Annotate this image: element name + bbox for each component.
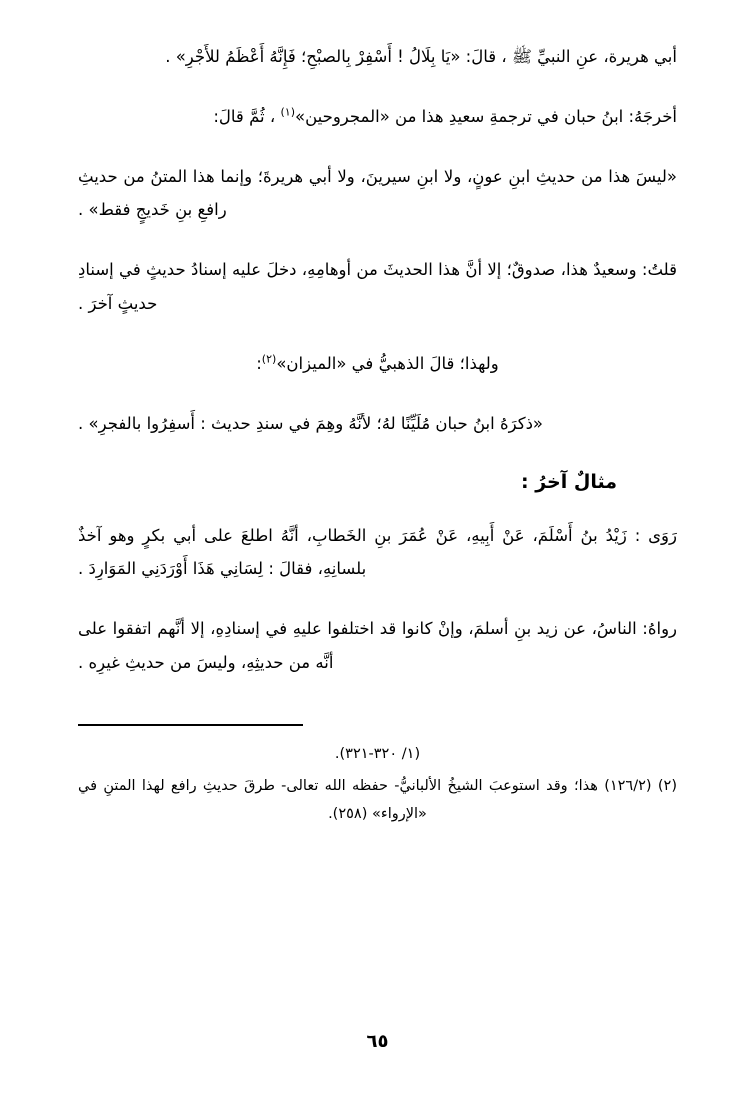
- paragraph-dhahabi-tail: :: [256, 353, 262, 373]
- paragraph-takhrij-text: أخرجَهُ: ابنُ حبان في ترجمةِ سعيدِ هذا من «المجروحين»‏: [294, 106, 677, 126]
- document-body: [78, 40, 677, 706]
- paragraph-hadith-bilal: أبي هريرة، عنِ النبيِّ ﷺ ، قالَ: «يَا بِلَالُ ! أَسْفِرْ بِالصبْحِ؛ فَإِنَّهُ أَعْظَمُ للأَجْرِ» .: [165, 47, 677, 66]
- footnote-separator-rule: [78, 724, 303, 726]
- section-heading-another-example: مثالٌ آخرُ :: [521, 470, 617, 493]
- paragraph-zayd-ibn-aslam: رَوَى : زَيْدُ بنُ أَسْلَمَ، عَنْ أَبِيهِ، عَنْ عُمَرَ بنِ الخَطابِ، أنَّهُ اطلعَ على أبي بكرٍ وهو آخذٌ بلسانِهِ، فقالَ : لِسَانِي هَذَا أَوْرَدَنِي المَوَارِدَ .: [78, 525, 677, 579]
- paragraph-dhahabi-intro: [78, 347, 677, 381]
- footnote-marker-2: (٢): [261, 352, 277, 366]
- footnotes-block: [78, 740, 677, 833]
- paragraph-dhahabi-text: ولهذا؛ قالَ الذهبيُّ في «الميزان»: [276, 353, 499, 373]
- paragraph-qultu: قلتُ: وسعيدٌ هذا، صدوقٌ؛ إلا أنَّ هذا الحديثَ من أوهامِهِ، دخلَ عليه إسنادُ حديثٍ في إسنادِ حديثٍ آخرَ .: [78, 260, 677, 314]
- footnote-separator-wrapper: [78, 706, 677, 740]
- footnote-marker-1: (١): [280, 105, 295, 119]
- footnote-item-2: (٢) (١٢٦/٢) هذا؛ وقد استوعبَ الشيخُ الألبانيُّ- حفظه الله تعالى- طرقَ حديثِ رافع لهذا المتنِ في «الإرواء» (٢٥٨).: [78, 778, 677, 823]
- paragraph-takhrij: [78, 100, 677, 134]
- page-number: ٦٥: [366, 1031, 389, 1052]
- footnote-item-1: (١/ ٣٢٠-٣٢١).: [334, 745, 421, 762]
- paragraph-takhrij-tail: ، ثُمَّ قالَ:: [213, 106, 281, 126]
- paragraph-quote-ibn-hibban: «ليسَ هذا من حديثِ ابنِ عونٍ، ولا ابنِ سيرينَ، ولا أبي هريرةَ؛ وإنما هذا المتنُ من حديثِ رافعِ بنِ خَديجٍ فقط» .: [78, 166, 677, 220]
- paragraph-quote-mizan: «ذكرَهُ ابنُ حبان مُلَيِّنًا لهُ؛ لأنَّهُ وهِمَ في سندِ حديث : أَسفِرُوا بالفجرِ» .: [78, 413, 544, 433]
- paragraph-rawahu-an-nas: رواهُ: الناسُ، عن زيد بنِ أسلمَ، وإنْ كانوا قد اختلفوا عليهِ في إسنادِهِ، إلا أنَّهم اتفقوا على أنَّه من حديثِهِ، وليسَ من حديثِ غيرِه .: [78, 619, 677, 672]
